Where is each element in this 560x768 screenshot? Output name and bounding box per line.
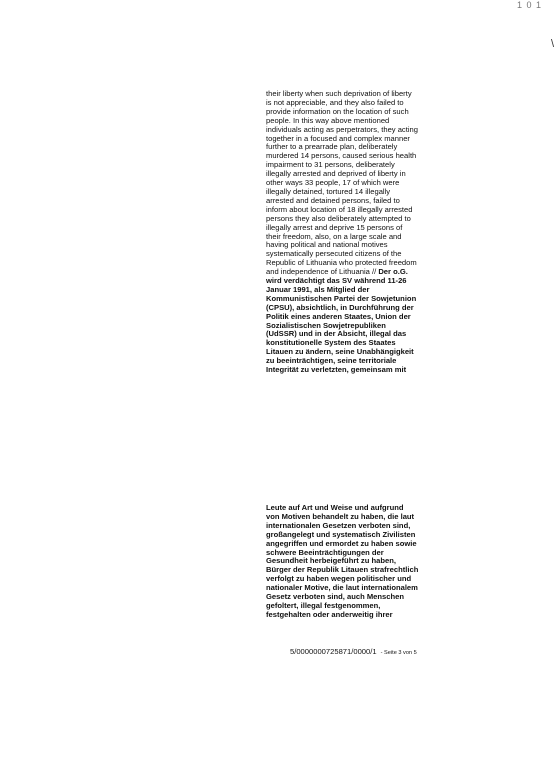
text-line: systematically persecuted citizens of the xyxy=(266,249,402,259)
text-line: verfolgt zu haben wegen politischer und xyxy=(266,574,412,584)
text-line: Januar 1991, als Mitglied der xyxy=(266,284,370,294)
text-line: Gesundheit herbeigeführt zu haben, xyxy=(266,556,396,566)
text-line: impairment to 31 persons, deliberately xyxy=(266,160,395,170)
text-line: arrested and detained persons, failed to xyxy=(266,195,400,205)
text-line: (UdSSR) und in der Absicht, illegal das xyxy=(266,329,407,339)
text-line: festgehalten oder anderweitig ihrer xyxy=(266,609,393,619)
margin-tick-mark: \ xyxy=(550,38,554,50)
document-number: 5/0000000725871/0000/1 xyxy=(290,647,377,656)
text-line: illegally arrest and deprive 15 persons of xyxy=(266,222,403,232)
text-line: nationaler Motive, die laut internationalem xyxy=(266,583,418,593)
text-line: inform about location of 18 illegally arrested xyxy=(266,204,413,214)
text-line: is not appreciable, and they also failed to xyxy=(266,97,404,107)
text-line: Sozialistischen Sowjetrepubliken xyxy=(266,320,386,330)
text-line: von Motiven behandelt zu haben, die laut xyxy=(266,511,415,521)
german-paragraph-continued xyxy=(266,504,516,620)
text-line: gefoltert, illegal festgenommen, xyxy=(266,600,381,610)
text-line: schwere Beeinträchtigungen der xyxy=(266,547,384,557)
text-line: illegally detained, tortured 14 illegally xyxy=(266,186,391,196)
text-line: illegally arrested and deprived of liberty in xyxy=(266,169,406,179)
text-line: their liberty when such deprivation of liberty xyxy=(266,89,412,98)
page-indicator: - Seite 3 von 5 xyxy=(380,650,417,656)
text-line: konstitutionelle System des Staates xyxy=(266,338,396,348)
text-line: Bürger der Republik Litauen strafrechtlich xyxy=(266,565,419,575)
corner-mark: 1 0 1 xyxy=(516,0,542,10)
text-line: having political and national motives xyxy=(266,240,388,250)
text-line: people. In this way above mentioned xyxy=(266,115,390,125)
text-line: wird verdächtigt das SV während 11-26 xyxy=(266,276,407,286)
text-line: (CPSU), absichtlich, in Durchführung der xyxy=(266,302,414,312)
text-line: Kommunistischen Partei der Sowjetunion xyxy=(266,293,417,303)
text-line: together in a focused and complex manner xyxy=(266,133,410,143)
text-line: individuals acting as perpetrators, they acting xyxy=(266,124,418,134)
text-line: großangelegt und systematisch Zivilisten xyxy=(266,529,416,539)
text-line: internationalen Gesetzen verboten sind, xyxy=(266,520,411,530)
text-line: Integrität zu verletzten, gemeinsam mit xyxy=(266,365,407,375)
german-paragraph xyxy=(266,277,516,375)
text-line: murdered 14 persons, caused serious health xyxy=(266,151,417,161)
text-line: persons they also deliberately attempted to xyxy=(266,213,411,223)
text-line: Politik eines anderen Staates, Union der xyxy=(266,311,411,321)
text-line: other ways 33 people, 17 of which were xyxy=(266,178,400,188)
text-line: their freedom, also, on a large scale and xyxy=(266,231,402,241)
text-line: angegriffen und ermordet zu haben sowie xyxy=(266,538,417,548)
text-line: further to a prearrade plan, deliberately xyxy=(266,142,398,152)
text-line: provide information on the location of such xyxy=(266,106,409,116)
german-fragment: Der o.G. xyxy=(378,267,408,277)
text-line: Gesetz verboten sind, auch Menschen xyxy=(266,592,404,602)
page-footer xyxy=(290,647,417,656)
text-line: Republic of Lithuania who protected freedom xyxy=(266,258,417,268)
text-block-lower xyxy=(266,504,516,620)
text-block-upper xyxy=(266,90,516,375)
english-paragraph xyxy=(266,90,516,268)
text-line: Leute auf Art und Weise und aufgrund xyxy=(266,503,404,512)
text-line: Litauen zu ändern, seine Unabhängigkeit xyxy=(266,347,414,357)
text-line: zu beeinträchtigen, seine territoriale xyxy=(266,356,397,366)
english-fragment: and independence of Lithuania // xyxy=(266,267,379,277)
